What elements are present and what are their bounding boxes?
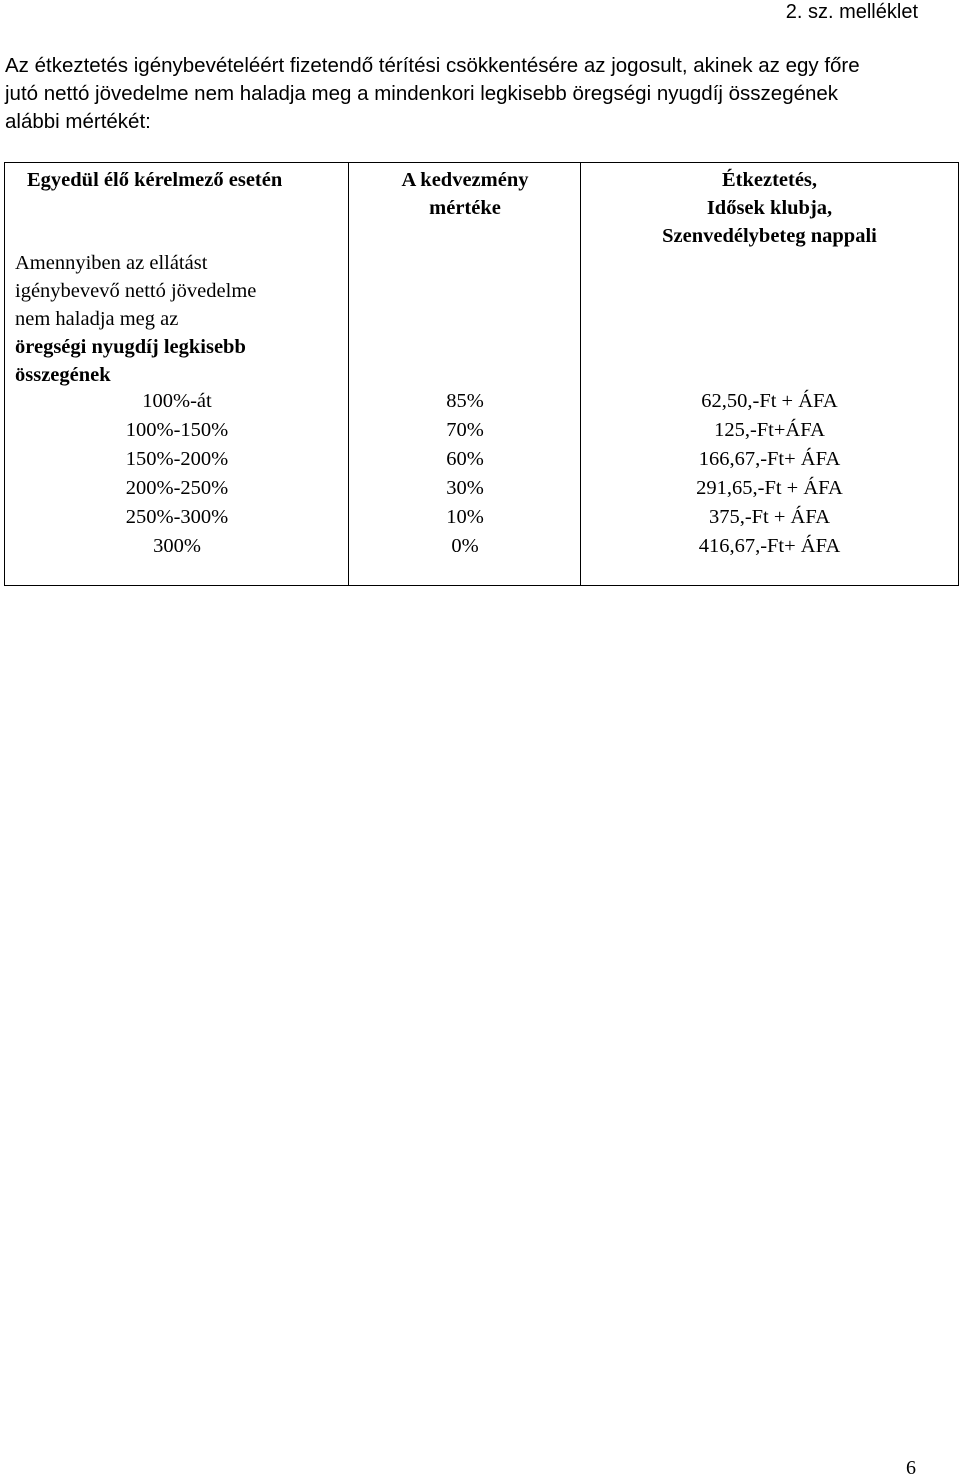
range-cell: 100%-150% bbox=[125, 419, 229, 441]
discount-cell: 30% bbox=[446, 477, 484, 499]
fee-cell: 166,67,-Ft+ ÁFA bbox=[698, 448, 841, 470]
condition-text bbox=[15, 249, 345, 389]
range-cell: 250%-300% bbox=[125, 506, 229, 528]
intro-paragraph bbox=[5, 52, 950, 136]
page-number: 6 bbox=[906, 1457, 916, 1479]
table-row bbox=[5, 503, 960, 532]
header-col3-line: Szenvedélybeteg nappali bbox=[662, 225, 877, 247]
condition-line: nem haladja meg az bbox=[15, 308, 179, 330]
discount-cell: 60% bbox=[446, 448, 484, 470]
header-col3-line: Idősek klubja, bbox=[706, 197, 833, 219]
discount-cell: 0% bbox=[451, 535, 479, 557]
table-row bbox=[5, 416, 960, 445]
discount-cell: 70% bbox=[446, 419, 484, 441]
table-row bbox=[5, 532, 960, 561]
header-col2-line: mértéke bbox=[429, 197, 501, 219]
fee-cell: 125,-Ft+ÁFA bbox=[714, 419, 825, 441]
fee-cell: 375,-Ft + ÁFA bbox=[708, 506, 831, 528]
annex-label: 2. sz. melléklet bbox=[785, 1, 918, 23]
condition-line-bold: öregségi nyugdíj legkisebb bbox=[15, 336, 246, 358]
fee-cell: 62,50,-Ft + ÁFA bbox=[701, 390, 838, 412]
table-row bbox=[5, 387, 960, 416]
condition-line: Amennyiben az ellátást bbox=[15, 252, 208, 274]
header-col3 bbox=[581, 166, 958, 250]
discount-table bbox=[4, 162, 959, 586]
condition-line-bold: összegének bbox=[15, 364, 111, 386]
intro-line: jutó nettó jövedelme nem haladja meg a mindenkori legkisebb öregségi nyugdíj összegének bbox=[5, 82, 839, 105]
header-col2-line: A kedvezmény bbox=[401, 169, 529, 191]
header-col2 bbox=[349, 166, 581, 222]
fee-cell: 291,65,-Ft + ÁFA bbox=[696, 477, 843, 499]
discount-cell: 10% bbox=[446, 506, 484, 528]
range-cell: 150%-200% bbox=[125, 448, 229, 470]
discount-cell: 85% bbox=[446, 390, 484, 412]
fee-cell: 416,67,-Ft+ ÁFA bbox=[698, 535, 841, 557]
intro-line: Az étkeztetés igénybevételéért fizetendő térítési csökkentésére az jogosult, akinek az egy főre bbox=[5, 54, 860, 77]
table-row bbox=[5, 474, 960, 503]
range-cell: 200%-250% bbox=[125, 477, 229, 499]
header-col1: Egyedül élő kérelmező esetén bbox=[27, 169, 283, 191]
header-col3-line: Étkeztetés, bbox=[721, 169, 818, 191]
condition-line: igénybevevő nettó jövedelme bbox=[15, 280, 257, 302]
range-cell: 100%-át bbox=[142, 390, 212, 412]
range-cell: 300% bbox=[153, 535, 201, 557]
table-row bbox=[5, 445, 960, 474]
intro-line: alábbi mértékét: bbox=[5, 110, 151, 133]
